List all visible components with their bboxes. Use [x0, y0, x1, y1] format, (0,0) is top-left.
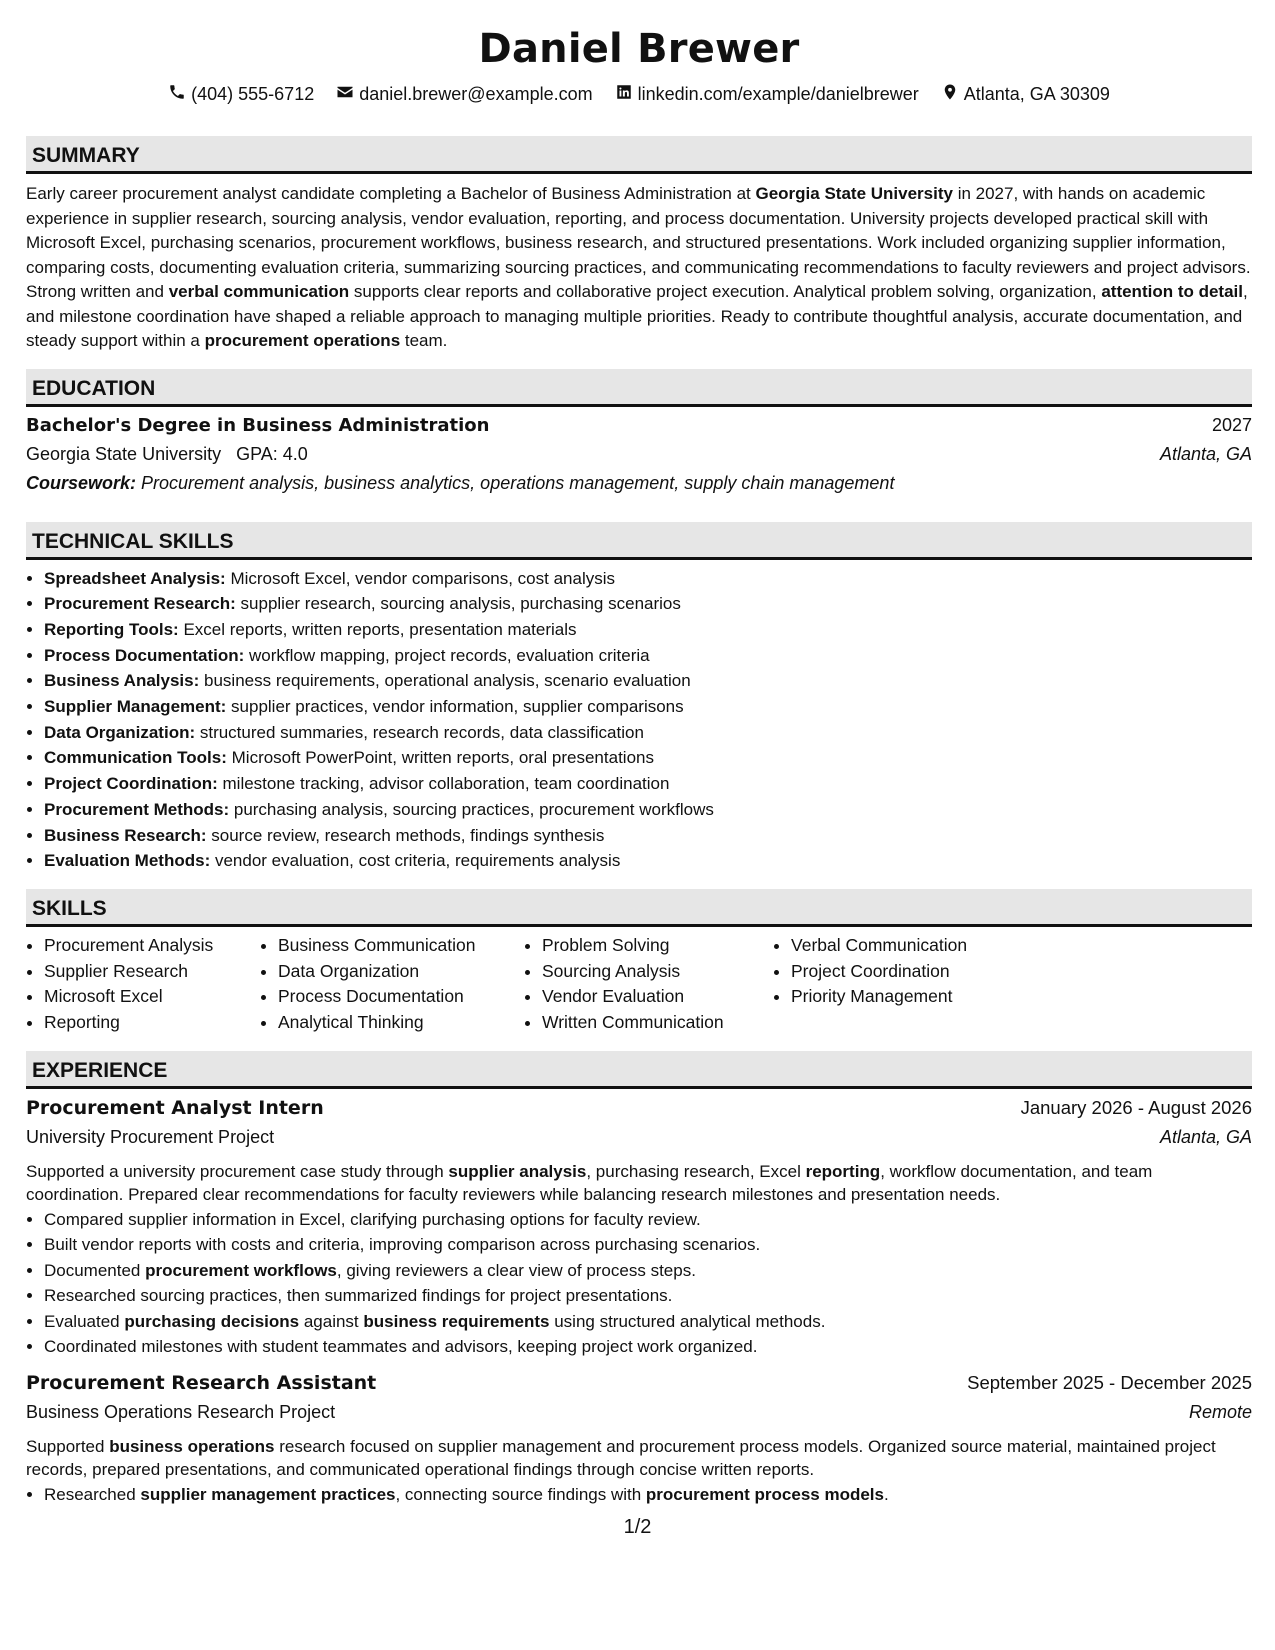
job-title: Procurement Research Assistant — [26, 1371, 377, 1394]
skill-category: Project Coordination: — [44, 774, 218, 794]
job-bullets — [26, 1207, 1252, 1360]
text-run: , purchasing research, Excel — [586, 1161, 806, 1181]
location-text: Atlanta, GA 30309 — [963, 83, 1110, 104]
text-run: Supported — [26, 1436, 110, 1456]
text-run: team. — [400, 331, 448, 350]
text-run: Compared supplier information in Excel, clarifying purchasing options for faculty review. — [44, 1209, 701, 1229]
text-run: , and milestone coordination have shaped a reliable approach to managing multiple priorities. Ready to contribute thoughtful analysis, accurate documentation, and steady support within a — [26, 282, 1248, 350]
skill-item: • Verbal Communication — [791, 933, 1031, 959]
text-run: in 2027, with hands on academic experience in supplier research, sourcing analysis, vendor evaluation, reporting, and process documentation. University projects developed practical skill with Microsoft Excel, purchasing scenarios, procurement workflows, business research, and structured presentations. Work included organizing supplier information, comparing costs, documenting evaluation criteria, summarizing sourcing practices, and communicating recommendations to faculty reviewers and project advisors. Strong written and — [26, 184, 1251, 301]
job-entry — [26, 1097, 1252, 1360]
text-run: Coordinated milestones with student teammates and advisors, keeping project work organized. — [44, 1337, 758, 1357]
text-run: against — [299, 1311, 364, 1331]
technical-skill-item — [44, 720, 1252, 746]
technical-skill-item — [44, 643, 1252, 669]
skills-grid — [26, 933, 1252, 1036]
skill-details: Excel reports, written reports, presentation materials — [178, 619, 577, 639]
skill-category: Process Documentation: — [44, 645, 245, 665]
skill-item: • Process Documentation — [278, 984, 524, 1010]
phone-text: (404) 555-6712 — [191, 83, 315, 104]
skills-column — [773, 933, 1031, 1036]
coursework — [26, 473, 1252, 503]
skill-details: purchasing analysis, sourcing practices, procurement workflows — [229, 799, 714, 819]
text-run: Supported a university procurement case study through — [26, 1161, 449, 1181]
education-heading: EDUCATION — [26, 369, 1252, 407]
skill-details: source review, research methods, findings synthesis — [206, 825, 605, 845]
job-bullet — [44, 1258, 1252, 1284]
skill-item: • Supplier Research — [44, 959, 260, 985]
job-title: Procurement Analyst Intern — [26, 1096, 324, 1119]
emphasis-text: business requirements — [363, 1311, 550, 1331]
job-organization: University Procurement Project — [26, 1126, 275, 1147]
degree-title: Bachelor's Degree in Business Administration — [26, 414, 490, 436]
skill-item: • Vendor Evaluation — [542, 984, 773, 1010]
emphasis-text: procurement workflows — [145, 1260, 337, 1280]
technical-skill-item — [44, 668, 1252, 694]
school-name: Georgia State University — [26, 443, 222, 464]
education-entry — [26, 415, 1252, 503]
text-run: Researched — [44, 1484, 141, 1504]
text-run: Built vendor reports with costs and criteria, improving comparison across purchasing scenarios. — [44, 1235, 761, 1255]
skill-item: • Reporting — [44, 1010, 260, 1036]
text-run: Documented — [44, 1260, 146, 1280]
skill-details: supplier research, sourcing analysis, purchasing scenarios — [235, 594, 681, 614]
contact-email[interactable] — [336, 83, 592, 106]
text-run: supports clear reports and collaborative project execution. Analytical problem solving, organization, — [349, 282, 1102, 301]
skill-item: • Analytical Thinking — [278, 1010, 524, 1036]
skill-details: vendor evaluation, cost criteria, requirements analysis — [210, 851, 621, 871]
skill-category: Procurement Methods: — [44, 799, 230, 819]
skills-column — [26, 933, 260, 1036]
gpa: GPA: 4.0 — [236, 443, 308, 464]
technical-skill-item — [44, 823, 1252, 849]
skill-item: • Problem Solving — [542, 933, 773, 959]
emphasis-text: supplier management practices — [140, 1484, 396, 1504]
emphasis-text: verbal communication — [168, 282, 350, 301]
technical-skill-item — [44, 771, 1252, 797]
skill-item: • Written Communication — [542, 1010, 773, 1036]
job-bullets — [26, 1482, 1252, 1508]
contact-phone — [168, 83, 314, 106]
school-line — [26, 444, 308, 465]
text-run: Evaluated — [44, 1311, 125, 1331]
candidate-name: Daniel Brewer — [478, 26, 800, 72]
job-dates: September 2025 - December 2025 — [967, 1371, 1252, 1393]
job-dates: January 2026 - August 2026 — [1020, 1096, 1252, 1118]
job-bullet — [44, 1207, 1252, 1233]
phone-icon — [168, 83, 186, 106]
technical-skills-heading: TECHNICAL SKILLS — [26, 522, 1252, 560]
emphasis-text: procurement process models — [645, 1484, 884, 1504]
text-run: , workflow documentation, and team coordination. Prepared clear recommendations for faculty reviewers while balancing research milestones and presentation needs. — [26, 1161, 1153, 1205]
emphasis-text: procurement operations — [204, 331, 401, 350]
job-summary — [26, 1160, 1252, 1207]
coursework-label: Coursework: — [26, 472, 137, 493]
emphasis-text: Georgia State University — [755, 184, 953, 203]
text-run: Researched sourcing practices, then summarized findings for project presentations. — [44, 1286, 673, 1306]
text-run: , connecting source findings with — [395, 1484, 646, 1504]
skill-category: Procurement Research: — [44, 594, 236, 614]
skill-category: Communication Tools: — [44, 748, 227, 768]
skill-details: Microsoft Excel, vendor comparisons, cost analysis — [225, 568, 615, 588]
contact-location — [941, 83, 1110, 106]
skill-details: workflow mapping, project records, evaluation criteria — [244, 645, 650, 665]
job-organization: Business Operations Research Project — [26, 1401, 336, 1422]
linkedin-text: linkedin.com/example/danielbrewer — [637, 83, 919, 104]
emphasis-text: supplier analysis — [448, 1161, 587, 1181]
school-location: Atlanta, GA — [1159, 443, 1252, 464]
technical-skill-item — [44, 617, 1252, 643]
job-bullet — [44, 1309, 1252, 1335]
contact-bar — [26, 82, 1252, 106]
skill-item: • Procurement Analysis — [44, 933, 260, 959]
skill-category: Business Analysis: — [44, 671, 200, 691]
skill-details: business requirements, operational analysis, scenario evaluation — [199, 671, 691, 691]
graduation-year: 2027 — [1211, 414, 1252, 435]
coursework-text: Procurement analysis, business analytics, operations management, supply chain management — [136, 472, 895, 493]
job-bullet — [44, 1283, 1252, 1309]
skill-details: Microsoft PowerPoint, written reports, oral presentations — [226, 748, 654, 768]
skill-item: • Sourcing Analysis — [542, 959, 773, 985]
map-pin-icon — [941, 83, 959, 106]
skill-item: • Microsoft Excel — [44, 984, 260, 1010]
job-bullet — [44, 1334, 1252, 1360]
job-bullet — [44, 1482, 1252, 1508]
skill-category: Reporting Tools: — [44, 619, 179, 639]
skill-category: Spreadsheet Analysis: — [44, 568, 226, 588]
contact-linkedin[interactable] — [615, 83, 919, 106]
page-number: 1/2 — [623, 1516, 652, 1538]
job-summary — [26, 1435, 1252, 1482]
skills-column — [260, 933, 524, 1036]
summary-heading: SUMMARY — [26, 136, 1252, 174]
skill-category: Data Organization: — [44, 722, 196, 742]
job-entry — [26, 1372, 1252, 1508]
emphasis-text: business operations — [109, 1436, 275, 1456]
technical-skill-item — [44, 848, 1252, 874]
skills-column — [524, 933, 773, 1036]
emphasis-text: purchasing decisions — [124, 1311, 300, 1331]
job-bullet — [44, 1232, 1252, 1258]
technical-skill-item — [44, 745, 1252, 771]
text-run: research focused on supplier management and procurement process models. Organized source material, maintained project records, prepared presentations, and communicated operational findings through concise written reports. — [26, 1436, 1216, 1480]
emphasis-text: attention to detail — [1101, 282, 1243, 301]
text-run: using structured analytical methods. — [549, 1311, 826, 1331]
skill-item: • Priority Management — [791, 984, 1031, 1010]
skill-category: Supplier Management: — [44, 697, 227, 717]
skill-details: milestone tracking, advisor collaboration, team coordination — [217, 774, 670, 794]
technical-skill-item — [44, 694, 1252, 720]
skill-item: • Project Coordination — [791, 959, 1031, 985]
skill-category: Business Research: — [44, 825, 207, 845]
job-location: Atlanta, GA — [1159, 1126, 1252, 1147]
skill-item: • Data Organization — [278, 959, 524, 985]
text-run: . — [883, 1484, 889, 1504]
emphasis-text: reporting — [805, 1161, 881, 1181]
experience-list — [26, 1097, 1252, 1508]
skill-category: Evaluation Methods: — [44, 851, 211, 871]
skill-item: • Business Communication — [278, 933, 524, 959]
job-location: Remote — [1188, 1401, 1252, 1422]
technical-skill-item — [44, 797, 1252, 823]
linkedin-icon — [615, 83, 633, 106]
technical-skill-item — [44, 566, 1252, 592]
text-run: , giving reviewers a clear view of process steps. — [336, 1260, 696, 1280]
skill-details: structured summaries, research records, data classification — [195, 722, 644, 742]
experience-heading: EXPERIENCE — [26, 1051, 1252, 1089]
resume-page — [26, 0, 1252, 1507]
skill-details: supplier practices, vendor information, supplier comparisons — [226, 697, 684, 717]
technical-skills-list — [26, 566, 1252, 874]
technical-skill-item — [44, 591, 1252, 617]
envelope-icon — [336, 83, 354, 106]
text-run: Early career procurement analyst candidate completing a Bachelor of Business Administration at — [26, 184, 756, 203]
skills-heading: SKILLS — [26, 889, 1252, 927]
summary-text — [26, 182, 1252, 354]
email-text: daniel.brewer@example.com — [359, 83, 593, 104]
